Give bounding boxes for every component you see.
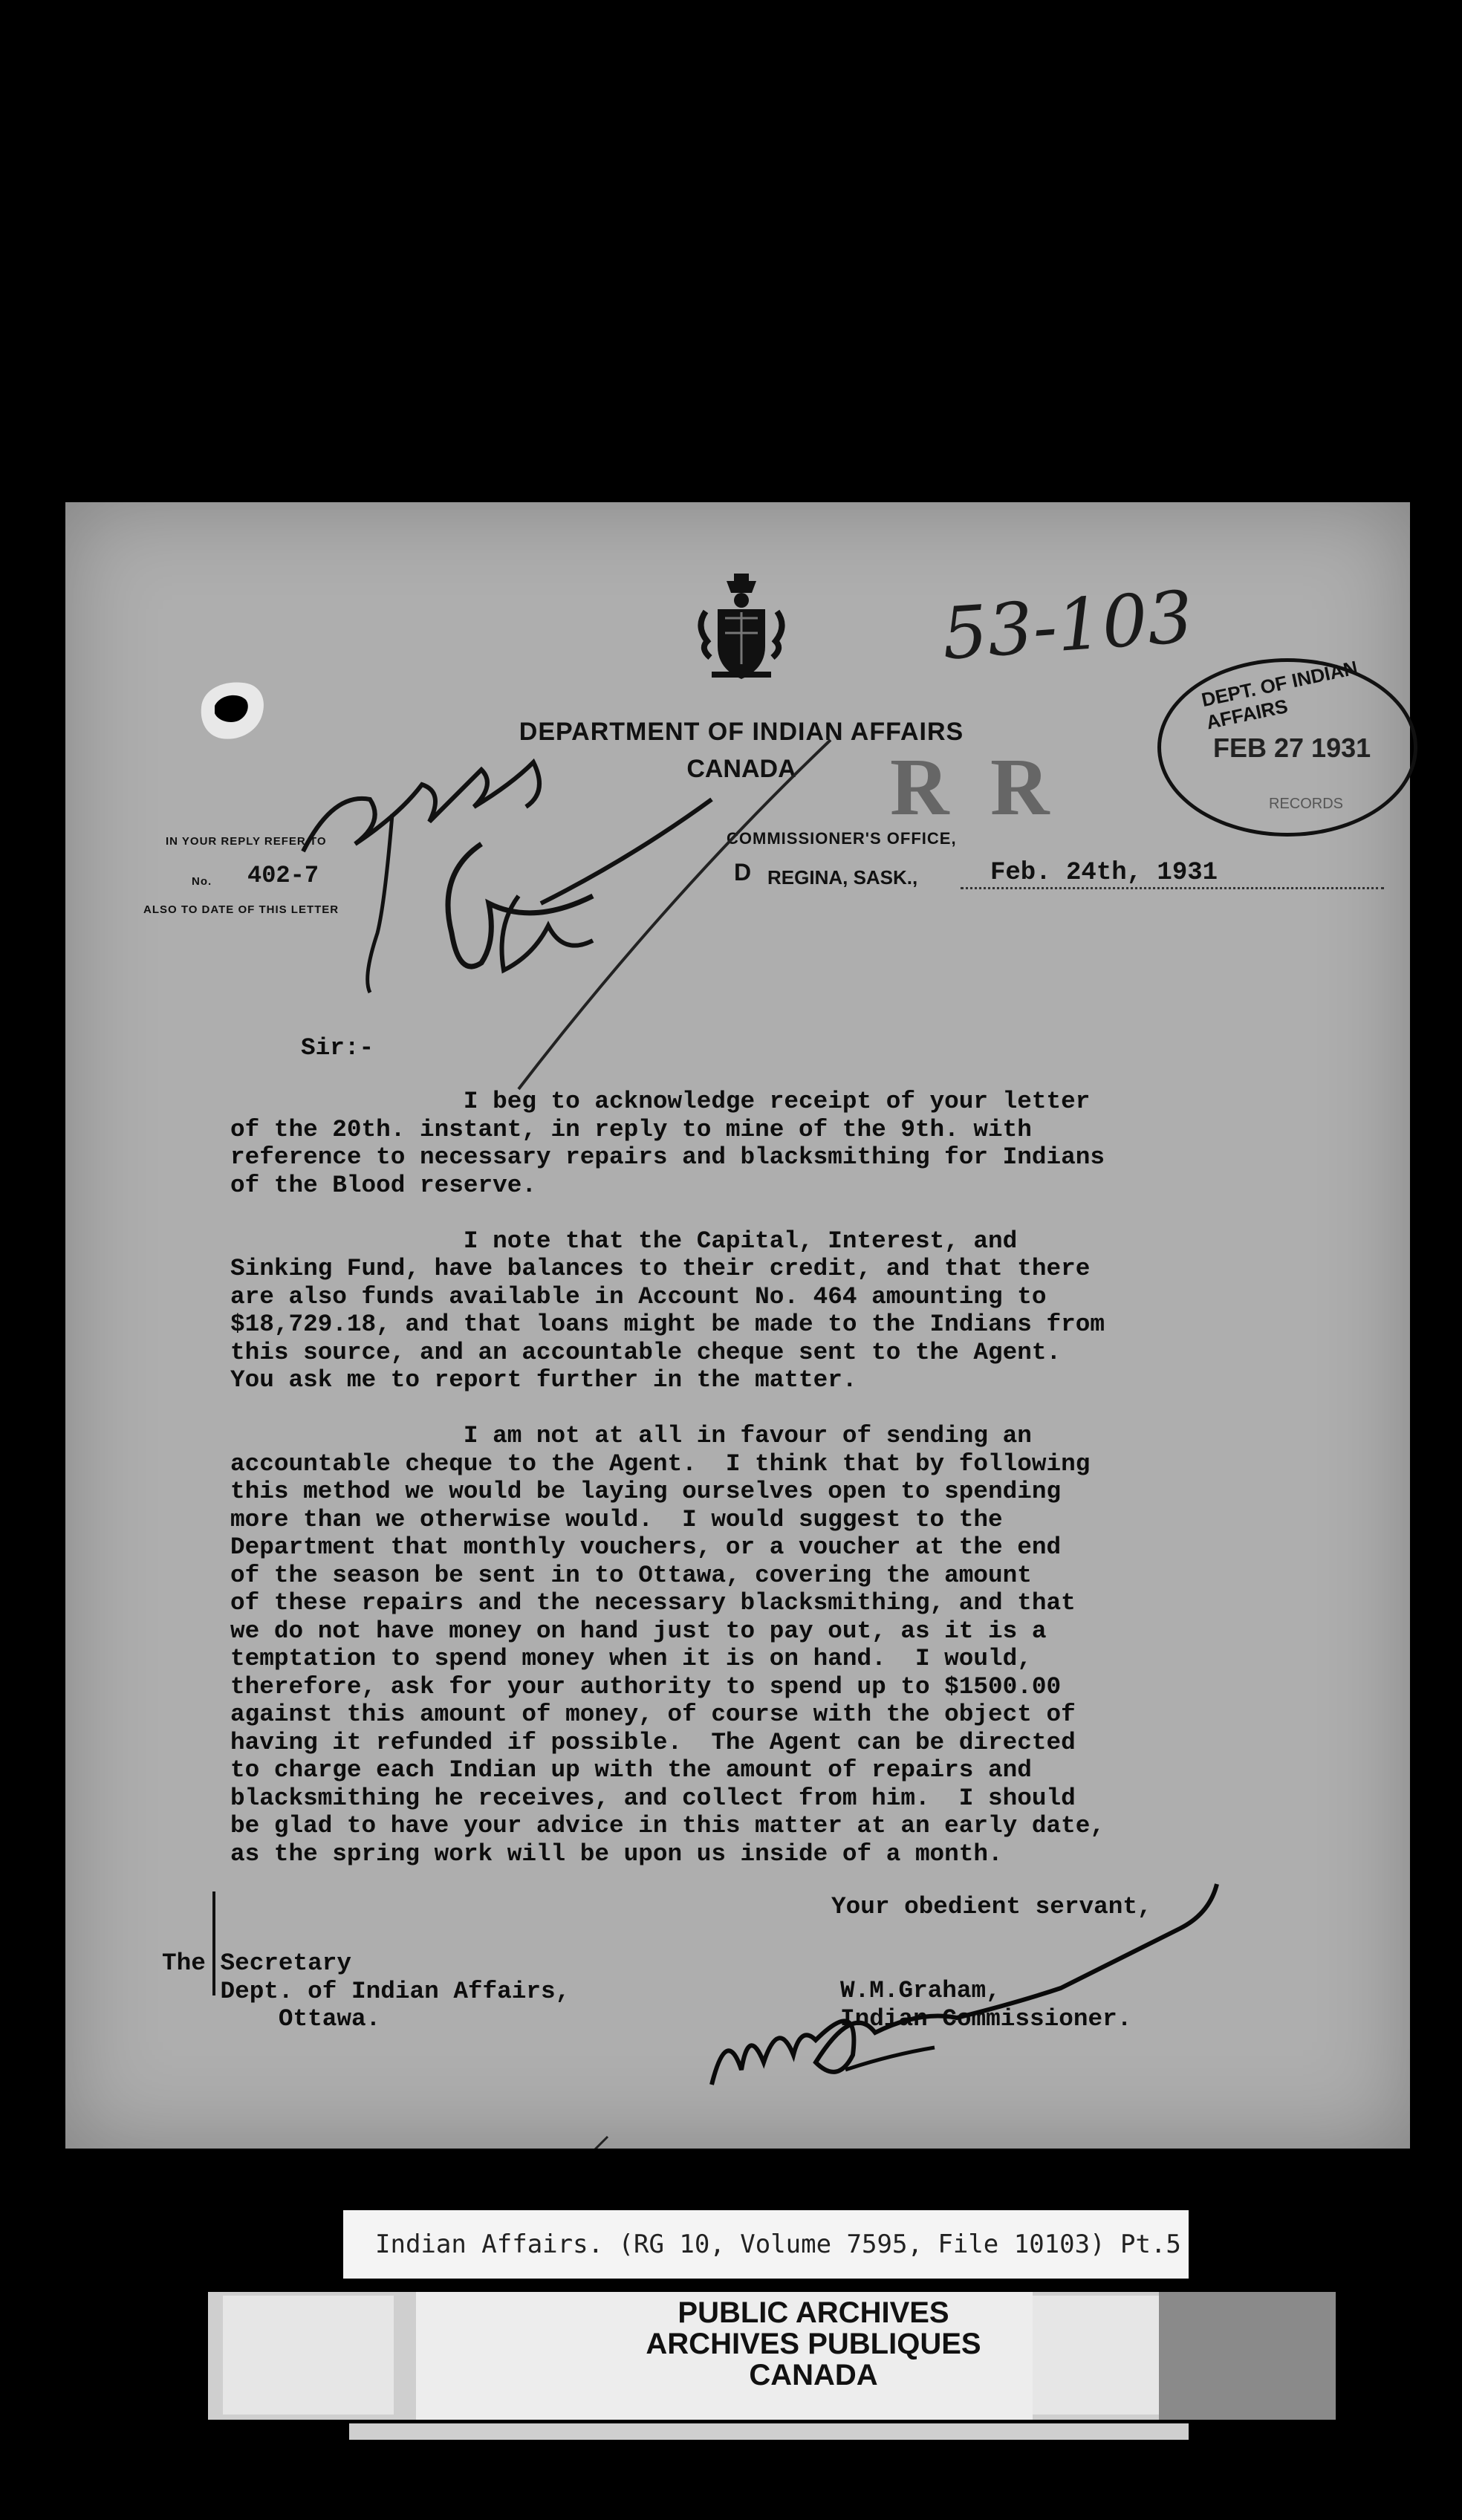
reference-number: 402-7 bbox=[247, 862, 319, 889]
country-heading: CANADA bbox=[686, 755, 796, 783]
archive-line-3: CANADA bbox=[749, 2359, 878, 2391]
department-heading: DEPARTMENT OF INDIAN AFFAIRS bbox=[519, 718, 964, 746]
signer-block: W.M.Graham, Indian Commissioner. bbox=[840, 1977, 1132, 2033]
archive-band-left bbox=[223, 2296, 394, 2415]
handwriting-overlay bbox=[65, 502, 1410, 2149]
archive-line-1: PUBLIC ARCHIVES bbox=[678, 2296, 949, 2329]
registry-stamp: R R bbox=[890, 741, 1060, 832]
file-number-handwritten: 53-103 bbox=[939, 575, 1196, 676]
city-line: REGINA, SASK., bbox=[767, 866, 918, 889]
archive-line-2: ARCHIVES PUBLIQUES bbox=[646, 2328, 981, 2360]
archive-band-right bbox=[1033, 2296, 1166, 2415]
letter-date: Feb. 24th, 1931 bbox=[990, 859, 1218, 887]
reference-number-label: No. bbox=[192, 875, 212, 888]
office-label: COMMISSIONER'S OFFICE, bbox=[727, 829, 957, 848]
salutation: Sir:- bbox=[301, 1034, 374, 1062]
stamp-records: RECORDS bbox=[1269, 796, 1344, 812]
archive-reference: Indian Affairs. (RG 10, Volume 7595, File 10103) Pt.5 bbox=[375, 2230, 1181, 2259]
reply-label: IN YOUR REPLY REFER TO bbox=[166, 835, 327, 848]
closing: Your obedient servant, bbox=[831, 1893, 1152, 1920]
stamp-department: DEPT. OF INDIAN AFFAIRS bbox=[1199, 656, 1359, 734]
archive-band-edge bbox=[1159, 2292, 1336, 2420]
letter-page bbox=[65, 502, 1410, 2149]
addressee: The Secretary Dept. of Indian Affairs, Ottawa. bbox=[162, 1949, 571, 2033]
letter-body: I beg to acknowledge receipt of your letter of the 20th. instant, in reply to mine of the 9th. with reference to necessary repairs and blacksmithing for Indians of the Blood reserve. I note that the Capital, Interest, and Sinking Fund, have balances to their credit, and that there are also funds available in Account No. 464 amounting to $18,729.18, and that loans might be made to the Indians from this source, and an accountable cheque sent to the Agent. You ask me to report further in the matter. I am not at all in favour of sending an accountable cheque to the Agent. I think that by following this method we would be laying ourselves open to spending more than we otherwise would. I would suggest to the Department that monthly vouchers, or a voucher at the end of the season be sent in to Ottawa, covering the amount of these repairs and the necessary blacksmithing, and that we do not have money on hand just to pay out, as it is a temptation to spend money when it is on hand. I would, therefore, ask for your authority to spend up to $1500.00 against this amount of money, of course with the object of having it refunded if possible. The Agent can be directed to charge each Indian up with the amount of repairs and blacksmithing he receives, and collect from him. I should be glad to have your advice in this matter at an early date, as the spring work will be upon us inside of a month. bbox=[230, 1088, 1105, 1868]
archive-bottom-strip bbox=[349, 2423, 1189, 2440]
also-date-label: ALSO TO DATE OF THIS LETTER bbox=[143, 903, 339, 916]
d-mark: D bbox=[734, 859, 752, 886]
stamp-date: FEB 27 1931 bbox=[1213, 733, 1371, 763]
